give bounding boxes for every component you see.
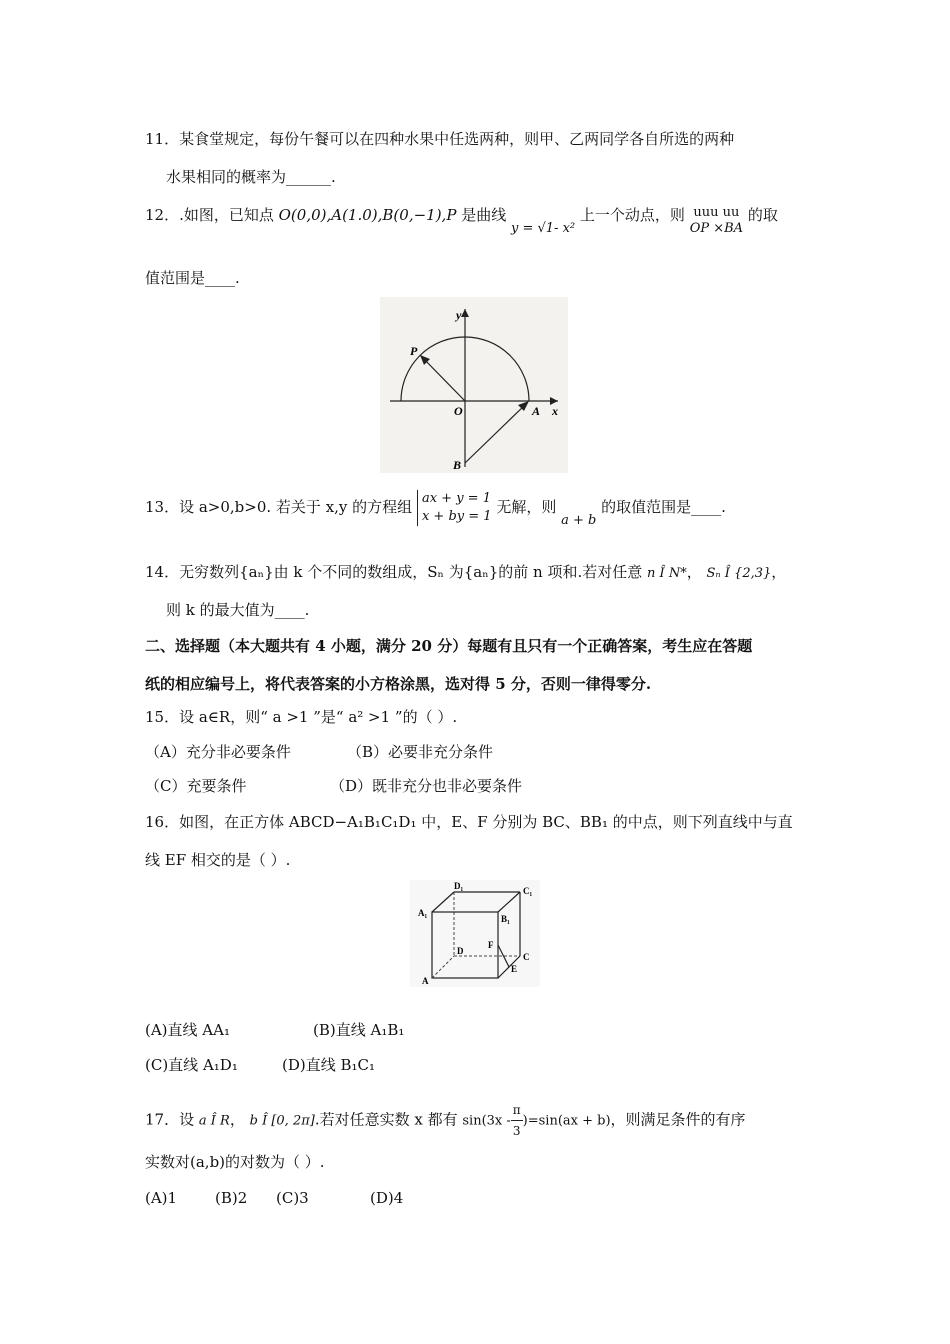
section2-line2: 纸的相应编号上，将代表答案的小方格涂黑，选对得 5 分，否则一律得零分. (145, 675, 652, 693)
edge-a1d1 (432, 892, 454, 912)
q12-line1 (145, 205, 778, 237)
q17-cond1: a Î R (198, 1113, 230, 1129)
q17-frac-numerator: π (511, 1100, 523, 1121)
q12-curve: y = √1- x² (510, 221, 576, 236)
figure-semicircle (380, 297, 568, 473)
section2-line1: 二、选择题（本大题共有 4 小题，满分 20 分）每题有且只有一个正确答案，考生应在答题 (145, 637, 753, 655)
label-y: y (456, 308, 462, 322)
q12-points: O(0,0),A(1.0),B(0,−1),P (278, 206, 457, 224)
q13-text-b: 无解，则 (496, 498, 562, 516)
q13-expr: a + b (561, 513, 597, 528)
q12-line2: 值范围是____. (145, 269, 240, 287)
q13-line (145, 490, 726, 526)
label-a1: A₁ (418, 908, 428, 918)
label-a: A (422, 976, 429, 986)
q13-eq1: ax + y = 1 (421, 491, 491, 506)
label-c: C (523, 952, 530, 962)
label-c1: C₁ (523, 886, 533, 896)
q16-line2: 线 EF 相交的是（ ）. (145, 851, 291, 869)
edge-b1c1 (498, 892, 520, 912)
label-a: A (532, 404, 541, 418)
label-o: O (454, 404, 463, 418)
q14-line1: 14．无穷数列{aₙ}由 k 个不同的数组成，Sₙ 为{aₙ}的前 n 项和.若对任意 n Î N*， Sₙ Î {2,3}， (145, 563, 787, 581)
q16-line1: 16．如图，在正方体 ABCD−A₁B₁C₁D₁ 中，E、F 分别为 BC、BB₁ 的中点，则下列直线中与直 (145, 813, 793, 831)
q13-equation-system (417, 490, 492, 526)
q11-line2: 水果相同的概率为______. (166, 168, 336, 186)
q13-eq2: x + by = 1 (421, 509, 492, 524)
q12-vector-names: OP ×BA (689, 221, 744, 236)
q17-option-c: (C)3 (276, 1189, 309, 1207)
y-axis-arrow (461, 309, 469, 317)
q14-cond2: Sₙ Î {2,3} (706, 566, 772, 581)
q16-option-d: (D)直线 B₁C₁ (282, 1056, 376, 1074)
q17-option-d: (D)4 (370, 1189, 404, 1207)
q15-option-d: （D）既非充分也非必要条件 (330, 777, 523, 795)
q17-line2: 实数对(a,b)的对数为（ ）. (145, 1153, 325, 1171)
q12-text-b: 是曲线 (456, 206, 507, 224)
label-b: B (453, 458, 462, 472)
q15-option-b: （B）必要非充分条件 (347, 743, 494, 761)
vector-ba (465, 403, 527, 463)
q17-option-b: (B)2 (215, 1189, 248, 1207)
edge-ad (432, 956, 454, 978)
q16-option-c: (C)直线 A₁D₁ (145, 1056, 238, 1074)
q17-option-a: (A)1 (145, 1189, 178, 1207)
q15-option-a: （A）充分非必要条件 (145, 743, 291, 761)
cube-diagram (410, 880, 540, 987)
label-d1: D₁ (454, 881, 464, 891)
q12-text-c: 上一个动点，则 (579, 206, 685, 224)
q16-option-a: (A)直线 AA₁ (145, 1021, 230, 1039)
label-x: x (552, 404, 558, 418)
q17-eq-left: sin(3x - (462, 1113, 511, 1129)
label-p: P (410, 344, 418, 358)
label-d: D (457, 946, 464, 956)
q12-vector-arrows: uuu uu (693, 205, 740, 220)
q17-eq-right: )=sin(ax + b) (522, 1113, 611, 1129)
q17-fraction (511, 1100, 523, 1141)
semicircle-diagram (380, 297, 568, 473)
q13-text-a: 13．设 a>0,b>0. 若关于 x,y 的方程组 (145, 498, 413, 516)
q14-cond1: n Î N* (647, 566, 687, 581)
label-f: F (488, 940, 494, 950)
q14-text-a: 14．无穷数列{aₙ}由 k 个不同的数组成，Sₙ 为{aₙ}的前 n 项和.若对任意 (145, 563, 643, 581)
q12-vector-expr (690, 205, 743, 237)
q17-frac-denominator: 3 (512, 1124, 521, 1138)
q16-option-b: (B)直线 A₁B₁ (313, 1021, 405, 1039)
label-e: E (511, 964, 518, 974)
q14-line2: 则 k 的最大值为____. (166, 601, 310, 619)
q17-text-c: ，则满足条件的有序 (610, 1110, 746, 1129)
q13-text-c: 的取值范围是____. (601, 498, 726, 516)
q17-text-a: 17．设 (145, 1110, 195, 1129)
figure-cube (410, 880, 540, 987)
q11-line1: 11．某食堂规定，每份午餐可以在四种水果中任选两种，则甲、乙两同学各自所选的两种 (145, 130, 735, 148)
q17-cond2: b Î [0, 2π] (249, 1113, 315, 1129)
q15-stem: 15．设 a∈R，则“ a >1 ”是“ a² >1 ”的（ ）. (145, 708, 458, 726)
q12-text-a: 12．.如图，已知点 (145, 206, 279, 224)
q15-option-c: （C）充要条件 (145, 777, 247, 795)
q17-text-b: .若对任意实数 x 都有 (314, 1110, 458, 1129)
q12-text-d: 的取 (747, 206, 778, 224)
q17-line1: 17．设 a Î R， b Î [0, 2π].若对任意实数 x 都有 sin(3x - $\frac{\pi}{3}$ )=sin(ax + b)，则满足条件的有序 (145, 1100, 746, 1141)
label-b1: B₁ (501, 914, 510, 924)
